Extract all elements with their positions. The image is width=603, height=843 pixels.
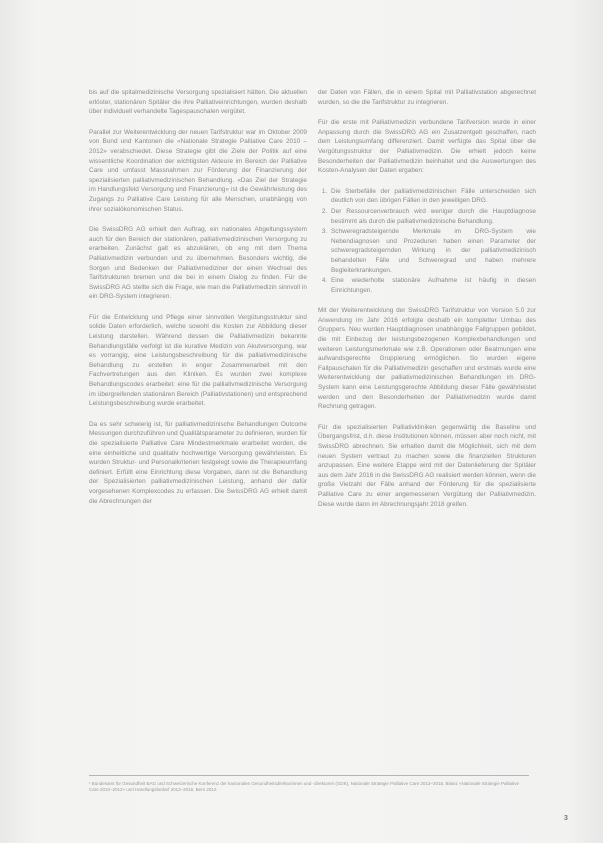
body-paragraph: Für die erste mit Palliativmedizin verbundene Tarifversion wurde in einer Anpassung durch die SwissDRG AG ein Zusatzentgelt geschaffen, nach dem Leistungsumfang differenziert. Damit verfügte das Spital über die Vergütungsstruktur der Palliativmedizin. Die erhielt jedoch keine Besonderheiten der Palliativmedizin beinhaltet und die Auswertungen des Kosten-Analysen der Daten ergaben: xyxy=(318,119,536,175)
list-item: 3. Schweregradsteigernde Merkmale im DRG-System wie Nebendiagnosen und Prozeduren haben einen Parameter der schweregradsteigernden Wirkung in der palliativmedizinisch behandelten Fälle und Schweregrad und haben mehrere Begleiterkrankungen. xyxy=(329,227,536,275)
findings-list xyxy=(318,187,536,296)
body-paragraph: Die SwissDRG AG erhielt den Auftrag, ein nationales Abgeltungssystem auch für den Bereich der stationären, palliativmedizinischen Versorgung zu erarbeiten. Zunächst galt es abzuklären, ob eng mit dem Thema Palliativmedizin verbunden und zu übernehmen. Besonders wichtig, die Sorgen und Bedenken der Palliativmediziner der einen Wechsel des Tarifstrukturen bremen und die bei in einem Dialog zu finden. Für die SwissDRG AG stellte sich die Frage, wie man die Palliativmedizin sinnvoll in ein DRG-System integrieren. xyxy=(89,226,307,301)
right-column xyxy=(318,88,536,520)
list-item: 1. Die Sterbefälle der palliativmedizinischen Fälle unterscheiden sich deutlich von den übrigen Fällen in den jeweiligen DRG. xyxy=(329,187,536,206)
body-paragraph: bis auf die spitalmedizinische Versorgung spezialisiert hätten. Die aktuellen erlöster, stationären Spitäler die ihre Palliativeinrichtungen, wurden deshalb über individuell verhandelte Tagespauschalen vergütet. xyxy=(89,89,307,116)
body-paragraph: Für die spezialisierten Palliativkliniken gegenwärtig die Baseline und Übergangsfrist, d.h. diese Institutionen können, müssen aber noch nicht, mit SwissDRG abrechnen. Sie erhalten damit die Möglichkeit, sich mit dem neuen System vertraut zu machen sowie die finanziellen Strukturen anzupassen. Eine weitere Etappe wird mit der Datenlieferung der Spitäler aus dem Jahr 2016 in die SwissDRG AG realisiert werden können, wenn die große Vielzahl der Fälle anhand der Förderung für die spezialisierte Palliative Care zu einer angemessenen Vergütung der Palliativmedizin. Diese wurde dann im Abrechnungsjahr 2018 greifen. xyxy=(318,423,536,508)
body-paragraph: Da es sehr schwierig ist, für palliativmedizinische Behandlungen Outcome Messungen durchzuführen und Qualitätsparameter zu definieren, wurden für die spezialisierte Palliative Care Mindestmerkmale erarbeitet worden, die eine einheitliche und qualitativ hochwertige Versorgung gewährleisten. Es wurden Struktur- und Personalkriterien festgelegt sowie die Therapieumfang definiert. Erfüllt eine Einrichtung diese Vorgaben, dann ist die Behandlung der Spezialisierten palliativmedizinischen Leistung, anhand der dafür vorgesehenen Komplexcodes zu erfassen. Die SwissDRG AG erhielt damit die Abrechnungen der xyxy=(89,420,307,505)
body-paragraph: Parallel zur Weiterentwicklung der neuen Tarifstruktur war im Oktober 2009 von Bund und Kantonen die «Nationale Strategie Palliative Care 2010 – 2012» verabschiedet. Diese Strategie gibt die Ziele der Politik auf eine wissentliche Koordination der wichtigsten Akteure im Bereich der Palliative Care und umfasst Massnahmen zur Förderung der Finanzierung der spezialisierten palliativmedizinischen Behandlung. «Das Ziel der Strategie im Handlungsfeld Versorgung und Finanzierung» ist die Gewährleistung des Zugangs zu Palliative Care Leistung für alle Menschen, unabhängig von ihrer sozialökonomischen Status. xyxy=(89,128,307,213)
list-item: 4. Eine wiederholte stationäre Aufnahme ist häufig in diesen Einrichtungen. xyxy=(329,276,536,295)
page-number: 3 xyxy=(564,815,568,822)
list-item: 2. Der Ressourcenverbrauch wird weniger durch die Hauptdiagnose bestimmt als durch die palliativmedizinische Behandlung. xyxy=(329,207,536,226)
body-paragraph: Mit der Weiterentwicklung der SwissDRG Tarifstruktur von Version 5.0 zur Anwendung im Jahr 2016 erfolgte deshalb ein kompletter Umbau des Gruppers. Neu wurden Hauptdiagnosen unabhängige Fallgruppen gebildet, die mit Einbezug der leistungsbezogenen Komplexbehandlungen und weiteren Leistungsmerkmale wie z.B. Operationen oder Beatmungen eine aufwandsgerechte Gruppierung ermöglichen. So wurden eigene Fallpauschalen für die Palliativmedizin geschaffen und erstmals wurde eine Weiterentwicklung der palliativmedizinischen Behandlungen im DRG-System kann eine Leistungsgerechte Abbildung dieser Fälle gewährleistet werden und den Besonderheiten der Palliativmedizin wurde damit Rechnung getragen. xyxy=(318,307,536,411)
body-paragraph: Für die Entwicklung und Pflege einer sinnvollen Vergütungsstruktur sind solide Daten erforderlich, welche sowohl die Kosten zur Abbildung dieser Leistung darstellen. Während dessen die Palliativmedizin bekannte Behandlungsfälle verfolgt ist die kurative Medizin von Akutversorgung, war es vorrangig, eine Leistungsbeschreibung für die palliativmedizinische Behandlung zu erstellen in enger Zusammenarbeit mit den Fachvertretungen aus den Kliniken. Es wurden zwei komplexe Behandlungscodes erarbeitet: eine für die palliativmedizinische Versorgung im übergreifenden stationären Bereich (Palliativstationen) und entsprechend Leistungsbeschreibung wurde erarbeitet. xyxy=(89,313,307,408)
body-paragraph: der Daten von Fällen, die in einem Spital mit Palliativstation abgerechnet wurden, so die die Tarifstruktur zu integrieren. xyxy=(318,89,536,106)
left-column xyxy=(89,88,307,517)
footnote: ¹ Bundesamt für Gesundheit BAG und Schweizerische Konferenz der kantonalen Gesundheitsdirektorinnen und -direktoren (GDK), Nationale Strategie Palliative Care 2013–2015, Bilanz «Nationale Strategie Palliative Care 2010–2012» und Handlungsbedarf 2013–2015, Bern 2012. xyxy=(89,775,529,793)
